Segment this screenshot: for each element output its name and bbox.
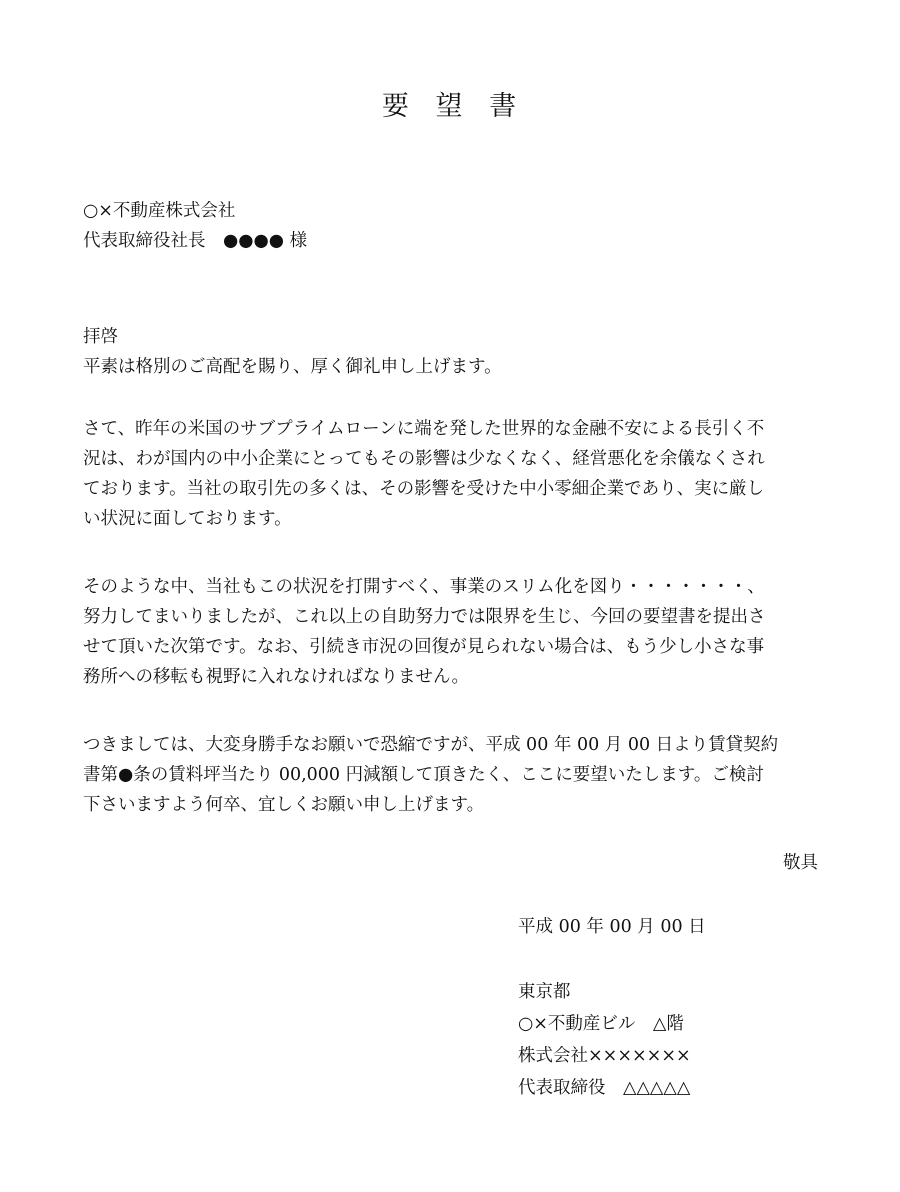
sender-block xyxy=(518,976,691,1104)
sender-representative: 代表取締役 △△△△△ xyxy=(518,1078,691,1098)
sender-building: ○×不動産ビル △階 xyxy=(518,1014,684,1034)
addressee-company: ○×不動産株式会社 xyxy=(83,201,236,221)
paragraph-line: そのような中、当社もこの状況を打開すべく、事業のスリム化を図り・・・・・・・、 xyxy=(83,577,765,597)
body-paragraph-3 xyxy=(83,730,823,820)
body-paragraph-2 xyxy=(83,572,823,692)
paragraph-line: 務所への移転も視野に入れなければなりません。 xyxy=(83,667,470,687)
greeting-salutation: 平素は格別のご高配を賜り、厚く御礼申し上げます。 xyxy=(83,357,502,377)
document-date: 平成 00 年 00 月 00 日 xyxy=(518,917,706,937)
paragraph-line: つきましては、大変身勝手なお願いで恐縮ですが、平成 00 年 00 月 00 日より賃貸契約 xyxy=(83,735,779,755)
paragraph-line: さて、昨年の米国のサブプライムローンに端を発した世界的な金融不安による長引く不 xyxy=(83,419,765,439)
sender-prefecture: 東京都 xyxy=(518,982,571,1002)
greeting-block xyxy=(83,322,823,382)
paragraph-line: ております。当社の取引先の多くは、その影響を受けた中小零細企業であり、実に厳し xyxy=(83,479,765,499)
document-title: 要 望 書 xyxy=(381,91,519,122)
addressee-person: 代表取締役社長 ●●●● 様 xyxy=(83,231,308,251)
paragraph-line: い状況に面しております。 xyxy=(83,509,292,529)
sender-company: 株式会社××××××× xyxy=(518,1046,691,1066)
paragraph-line: 況は、わが国内の中小企業にとってもその影響は少なくなく、経営悪化を余儀なくされ xyxy=(83,449,765,469)
greeting-opening: 拝啓 xyxy=(83,327,118,347)
paragraph-line: 書第●条の賃料坪当たり 00,000 円減額して頂きたく、ここに要望いたします。ご検討 xyxy=(83,765,764,785)
paragraph-line: 下さいますよう何卒、宜しくお願い申し上げます。 xyxy=(83,795,485,815)
paragraph-line: 努力してまいりましたが、これ以上の自助努力では限界を生じ、今回の要望書を提出さ xyxy=(83,607,766,627)
closing-word: 敬具 xyxy=(783,853,818,873)
paragraph-line: せて頂いた次第です。なお、引続き市況の回復が見られない場合は、もう少し小さな事 xyxy=(83,637,765,657)
body-paragraph-1 xyxy=(83,414,823,534)
addressee-block xyxy=(83,196,823,256)
